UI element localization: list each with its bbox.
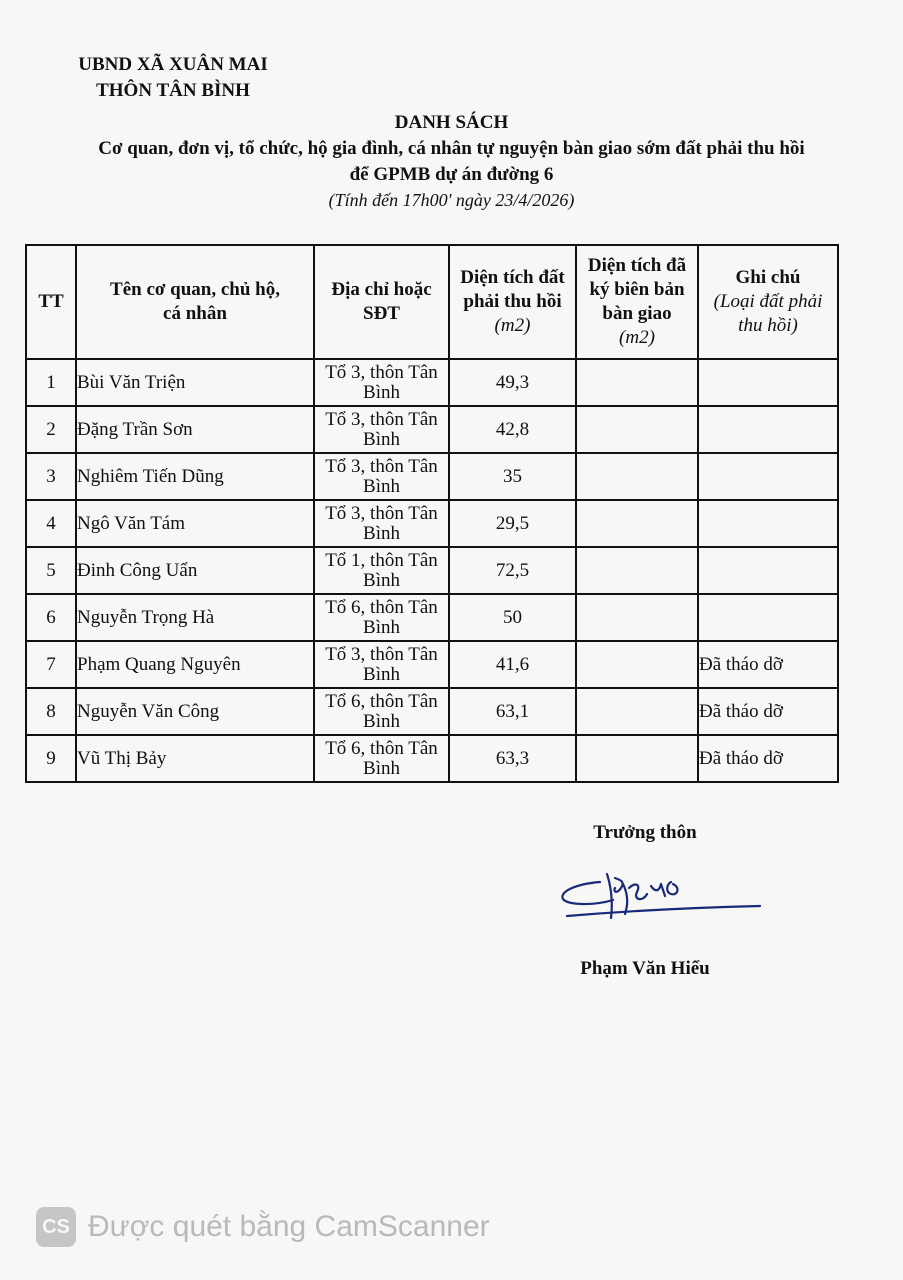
cell-area: 50 — [449, 594, 576, 641]
table-row — [26, 406, 838, 453]
cell-area: 29,5 — [449, 500, 576, 547]
cell-tt: 2 — [26, 406, 76, 453]
cell-signed-area — [576, 500, 698, 547]
cell-address: Tổ 6, thôn Tân Bình — [314, 735, 449, 782]
cell-note — [698, 594, 838, 641]
cell-area: 49,3 — [449, 359, 576, 406]
cell-address: Tổ 3, thôn Tân Bình — [314, 406, 449, 453]
cell-address: Tổ 3, thôn Tân Bình — [314, 641, 449, 688]
cell-tt: 5 — [26, 547, 76, 594]
signer-title: Trưởng thôn — [593, 822, 697, 843]
cell-name: Ngô Văn Tám — [76, 500, 314, 547]
cell-tt: 4 — [26, 500, 76, 547]
header-area: Diện tích đất phải thu hồi (m2) — [449, 245, 576, 359]
header-name: Tên cơ quan, chủ hộ, cá nhân — [76, 245, 314, 359]
cell-address: Tổ 6, thôn Tân Bình — [314, 594, 449, 641]
cell-note: Đã tháo dỡ — [698, 641, 838, 688]
cell-area: 72,5 — [449, 547, 576, 594]
cell-signed-area — [576, 453, 698, 500]
cell-address: Tổ 3, thôn Tân Bình — [314, 500, 449, 547]
camscanner-watermark — [36, 1205, 490, 1249]
cell-area: 42,8 — [449, 406, 576, 453]
issuing-organization — [58, 52, 288, 104]
cell-note: Đã tháo dỡ — [698, 688, 838, 735]
table-row — [26, 359, 838, 406]
header-signed-area: Diện tích đã ký biên bản bàn giao (m2) — [576, 245, 698, 359]
cell-tt: 8 — [26, 688, 76, 735]
cell-tt: 1 — [26, 359, 76, 406]
cell-signed-area — [576, 641, 698, 688]
cell-signed-area — [576, 688, 698, 735]
cell-area: 63,1 — [449, 688, 576, 735]
table-row — [26, 641, 838, 688]
cell-address: Tổ 6, thôn Tân Bình — [314, 688, 449, 735]
cell-name: Bùi Văn Triện — [76, 359, 314, 406]
title-date: (Tính đến 17h00' ngày 23/4/2026) — [328, 190, 575, 210]
cell-address: Tổ 3, thôn Tân Bình — [314, 359, 449, 406]
title-main: DANH SÁCH — [394, 112, 509, 133]
cell-name: Nguyễn Văn Công — [76, 688, 314, 735]
cell-tt: 9 — [26, 735, 76, 782]
signer-name: Phạm Văn Hiểu — [580, 958, 710, 979]
cell-name: Phạm Quang Nguyên — [76, 641, 314, 688]
table-row — [26, 594, 838, 641]
org-line-2: THÔN TÂN BÌNH — [96, 80, 250, 101]
cell-name: Đặng Trần Sơn — [76, 406, 314, 453]
cell-note — [698, 453, 838, 500]
cell-name: Nghiêm Tiến Dũng — [76, 453, 314, 500]
cell-note — [698, 500, 838, 547]
cell-area: 35 — [449, 453, 576, 500]
cell-signed-area — [576, 735, 698, 782]
cell-tt: 3 — [26, 453, 76, 500]
cell-name: Nguyễn Trọng Hà — [76, 594, 314, 641]
watermark-text: Được quét bằng CamScanner — [88, 1210, 490, 1243]
cell-address: Tổ 3, thôn Tân Bình — [314, 453, 449, 500]
table-row — [26, 547, 838, 594]
header-address: Địa chỉ hoặc SĐT — [314, 245, 449, 359]
cell-note: Đã tháo dỡ — [698, 735, 838, 782]
cell-signed-area — [576, 594, 698, 641]
header-tt: TT — [26, 245, 76, 359]
title-sub-line-1: Cơ quan, đơn vị, tổ chức, hộ gia đình, cá nhân tự nguyện bàn giao sớm đất phải thu hồi — [98, 138, 805, 159]
header-note: Ghi chú (Loại đất phải thu hồi) — [698, 245, 838, 359]
cell-tt: 6 — [26, 594, 76, 641]
cell-area: 63,3 — [449, 735, 576, 782]
table-row — [26, 453, 838, 500]
title-sub-line-2: để GPMB dự án đường 6 — [349, 164, 554, 185]
cell-note — [698, 359, 838, 406]
cell-signed-area — [576, 406, 698, 453]
table-row — [26, 688, 838, 735]
document-title — [0, 110, 903, 212]
land-handover-table — [25, 244, 839, 783]
cell-name: Vũ Thị Bảy — [76, 735, 314, 782]
table-header-row — [26, 245, 838, 359]
org-line-1: UBND XÃ XUÂN MAI — [78, 54, 268, 75]
camscanner-logo-icon: CS — [36, 1207, 76, 1247]
cell-address: Tổ 1, thôn Tân Bình — [314, 547, 449, 594]
table-row — [26, 500, 838, 547]
handwritten-signature-icon — [555, 862, 775, 942]
cell-area: 41,6 — [449, 641, 576, 688]
table-row — [26, 735, 838, 782]
cell-signed-area — [576, 547, 698, 594]
cell-signed-area — [576, 359, 698, 406]
cell-note — [698, 547, 838, 594]
cell-tt: 7 — [26, 641, 76, 688]
cell-name: Đinh Công Uẩn — [76, 547, 314, 594]
cell-note — [698, 406, 838, 453]
